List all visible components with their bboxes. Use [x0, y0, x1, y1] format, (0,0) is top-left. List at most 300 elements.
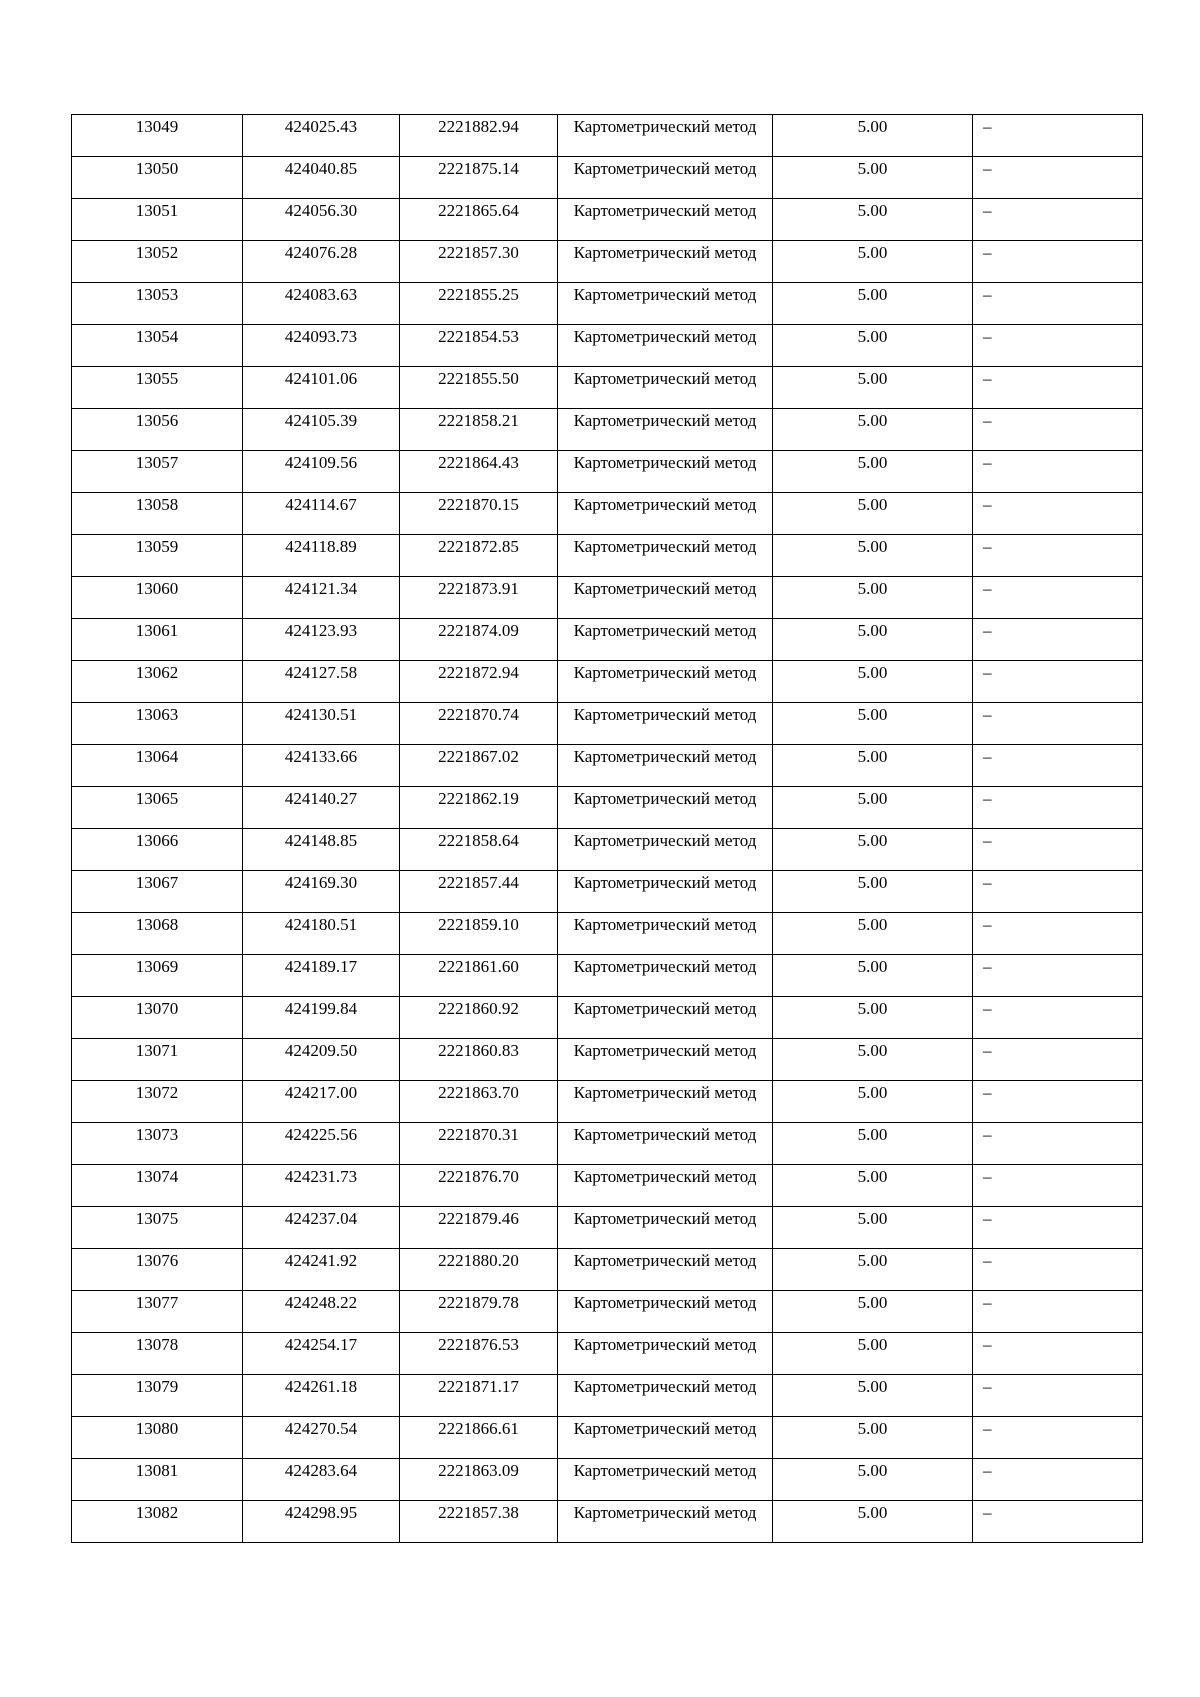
note-cell: [973, 787, 1143, 829]
point-number-cell: [72, 409, 243, 451]
note-cell-text: –: [983, 747, 992, 766]
accuracy-cell-text: 5.00: [857, 621, 888, 640]
y-coordinate-cell-text: 2221864.43: [438, 453, 519, 472]
y-coordinate-cell-text: 2221861.60: [438, 957, 519, 976]
x-coordinate-cell-text: 424127.58: [284, 663, 358, 682]
method-cell: [558, 325, 773, 367]
accuracy-cell: [773, 1291, 973, 1333]
point-number-cell-text: 13071: [135, 1041, 179, 1060]
y-coordinate-cell-text: 2221860.83: [438, 1041, 519, 1060]
method-cell: [558, 1291, 773, 1333]
note-cell-text: –: [983, 411, 992, 430]
x-coordinate-cell-text: 424248.22: [284, 1293, 358, 1312]
accuracy-cell-text: 5.00: [857, 117, 888, 136]
point-number-cell-text: 13073: [135, 1125, 179, 1144]
accuracy-cell-text: 5.00: [857, 495, 888, 514]
point-number-cell: [72, 1165, 243, 1207]
method-cell: [558, 619, 773, 661]
point-number-cell: [72, 829, 243, 871]
note-cell-text: –: [983, 1167, 992, 1186]
method-cell: [558, 1039, 773, 1081]
accuracy-cell: [773, 1249, 973, 1291]
x-coordinate-cell: [243, 871, 400, 913]
accuracy-cell: [773, 199, 973, 241]
point-number-cell-text: 13079: [135, 1377, 179, 1396]
table-row: [72, 1375, 1143, 1417]
y-coordinate-cell-text: 2221860.92: [438, 999, 519, 1018]
point-number-cell: [72, 703, 243, 745]
accuracy-cell-text: 5.00: [857, 831, 888, 850]
point-number-cell: [72, 787, 243, 829]
method-cell-text: Картометрический метод: [573, 201, 757, 220]
accuracy-cell: [773, 493, 973, 535]
note-cell: [973, 745, 1143, 787]
point-number-cell-text: 13062: [135, 663, 179, 682]
x-coordinate-cell-text: 424114.67: [285, 495, 357, 514]
note-cell-text: –: [983, 1293, 992, 1312]
note-cell: [973, 661, 1143, 703]
x-coordinate-cell: [243, 787, 400, 829]
x-coordinate-cell-text: 424101.06: [284, 369, 358, 388]
method-cell: [558, 535, 773, 577]
table-row: [72, 535, 1143, 577]
y-coordinate-cell: [400, 535, 558, 577]
note-cell: [973, 1081, 1143, 1123]
x-coordinate-cell-text: 424109.56: [284, 453, 358, 472]
accuracy-cell-text: 5.00: [857, 159, 888, 178]
point-number-cell-text: 13054: [135, 327, 179, 346]
accuracy-cell: [773, 367, 973, 409]
point-number-cell-text: 13081: [135, 1461, 179, 1480]
y-coordinate-cell: [400, 1459, 558, 1501]
x-coordinate-cell-text: 424130.51: [284, 705, 358, 724]
x-coordinate-cell-text: 424225.56: [284, 1125, 358, 1144]
x-coordinate-cell: [243, 1165, 400, 1207]
y-coordinate-cell-text: 2221858.21: [438, 411, 519, 430]
method-cell: [558, 913, 773, 955]
accuracy-cell: [773, 577, 973, 619]
method-cell-text: Картометрический метод: [573, 537, 757, 556]
y-coordinate-cell: [400, 787, 558, 829]
method-cell-text: Картометрический метод: [573, 117, 757, 136]
point-number-cell-text: 13052: [135, 243, 179, 262]
accuracy-cell-text: 5.00: [857, 369, 888, 388]
point-number-cell-text: 13076: [135, 1251, 179, 1270]
method-cell: [558, 955, 773, 997]
table-row: [72, 1081, 1143, 1123]
y-coordinate-cell-text: 2221871.17: [438, 1377, 519, 1396]
method-cell-text: Картометрический метод: [573, 1125, 757, 1144]
note-cell: [973, 199, 1143, 241]
point-number-cell: [72, 535, 243, 577]
x-coordinate-cell: [243, 241, 400, 283]
note-cell-text: –: [983, 285, 992, 304]
x-coordinate-cell: [243, 157, 400, 199]
table-row: [72, 1165, 1143, 1207]
note-cell: [973, 1165, 1143, 1207]
point-number-cell-text: 13068: [135, 915, 179, 934]
accuracy-cell-text: 5.00: [857, 537, 888, 556]
table-row: [72, 619, 1143, 661]
point-number-cell-text: 13063: [135, 705, 179, 724]
accuracy-cell: [773, 1501, 973, 1543]
note-cell: [973, 283, 1143, 325]
point-number-cell-text: 13057: [135, 453, 179, 472]
note-cell-text: –: [983, 117, 992, 136]
y-coordinate-cell-text: 2221858.64: [438, 831, 519, 850]
method-cell-text: Картометрический метод: [573, 285, 757, 304]
accuracy-cell: [773, 745, 973, 787]
method-cell: [558, 577, 773, 619]
y-coordinate-cell: [400, 199, 558, 241]
point-number-cell: [72, 1249, 243, 1291]
x-coordinate-cell-text: 424231.73: [284, 1167, 358, 1186]
y-coordinate-cell: [400, 577, 558, 619]
accuracy-cell: [773, 1417, 973, 1459]
method-cell-text: Картометрический метод: [573, 495, 757, 514]
method-cell-text: Картометрический метод: [573, 453, 757, 472]
note-cell-text: –: [983, 201, 992, 220]
y-coordinate-cell: [400, 955, 558, 997]
accuracy-cell: [773, 451, 973, 493]
method-cell-text: Картометрический метод: [573, 579, 757, 598]
accuracy-cell-text: 5.00: [857, 663, 888, 682]
note-cell-text: –: [983, 495, 992, 514]
point-number-cell: [72, 199, 243, 241]
x-coordinate-cell: [243, 1123, 400, 1165]
y-coordinate-cell-text: 2221863.70: [438, 1083, 519, 1102]
table-row: [72, 115, 1143, 157]
accuracy-cell-text: 5.00: [857, 1167, 888, 1186]
table-row: [72, 1333, 1143, 1375]
coordinates-table: [71, 114, 1143, 1543]
x-coordinate-cell: [243, 409, 400, 451]
point-number-cell-text: 13078: [135, 1335, 179, 1354]
y-coordinate-cell-text: 2221872.85: [438, 537, 519, 556]
accuracy-cell: [773, 241, 973, 283]
x-coordinate-cell-text: 424180.51: [284, 915, 358, 934]
table-row: [72, 1039, 1143, 1081]
y-coordinate-cell: [400, 283, 558, 325]
note-cell: [973, 1123, 1143, 1165]
x-coordinate-cell: [243, 1459, 400, 1501]
note-cell-text: –: [983, 1377, 992, 1396]
method-cell: [558, 199, 773, 241]
table-row: [72, 787, 1143, 829]
accuracy-cell-text: 5.00: [857, 999, 888, 1018]
accuracy-cell: [773, 325, 973, 367]
point-number-cell: [72, 115, 243, 157]
method-cell: [558, 703, 773, 745]
accuracy-cell: [773, 157, 973, 199]
point-number-cell-text: 13049: [135, 117, 179, 136]
accuracy-cell: [773, 535, 973, 577]
method-cell-text: Картометрический метод: [573, 705, 757, 724]
x-coordinate-cell: [243, 955, 400, 997]
method-cell-text: Картометрический метод: [573, 789, 757, 808]
note-cell-text: –: [983, 1125, 992, 1144]
method-cell-text: Картометрический метод: [573, 1209, 757, 1228]
method-cell: [558, 829, 773, 871]
note-cell-text: –: [983, 1419, 992, 1438]
accuracy-cell: [773, 871, 973, 913]
note-cell-text: –: [983, 1335, 992, 1354]
point-number-cell-text: 13059: [135, 537, 179, 556]
x-coordinate-cell-text: 424093.73: [284, 327, 358, 346]
note-cell-text: –: [983, 1461, 992, 1480]
method-cell: [558, 1459, 773, 1501]
table-row: [72, 451, 1143, 493]
note-cell-text: –: [983, 1503, 992, 1522]
accuracy-cell-text: 5.00: [857, 1083, 888, 1102]
accuracy-cell-text: 5.00: [857, 1503, 888, 1522]
point-number-cell: [72, 1123, 243, 1165]
accuracy-cell: [773, 1123, 973, 1165]
accuracy-cell: [773, 1165, 973, 1207]
y-coordinate-cell-text: 2221854.53: [438, 327, 519, 346]
note-cell: [973, 367, 1143, 409]
y-coordinate-cell-text: 2221873.91: [438, 579, 519, 598]
note-cell-text: –: [983, 1041, 992, 1060]
method-cell-text: Картометрический метод: [573, 663, 757, 682]
note-cell-text: –: [983, 999, 992, 1018]
accuracy-cell-text: 5.00: [857, 1251, 888, 1270]
method-cell-text: Картометрический метод: [573, 327, 757, 346]
note-cell: [973, 451, 1143, 493]
table-row: [72, 199, 1143, 241]
accuracy-cell: [773, 409, 973, 451]
x-coordinate-cell: [243, 703, 400, 745]
method-cell-text: Картометрический метод: [573, 1041, 757, 1060]
x-coordinate-cell-text: 424083.63: [284, 285, 358, 304]
x-coordinate-cell: [243, 199, 400, 241]
y-coordinate-cell: [400, 241, 558, 283]
method-cell: [558, 493, 773, 535]
note-cell: [973, 1333, 1143, 1375]
note-cell-text: –: [983, 1083, 992, 1102]
point-number-cell: [72, 871, 243, 913]
x-coordinate-cell-text: 424076.28: [284, 243, 358, 262]
note-cell-text: –: [983, 705, 992, 724]
point-number-cell: [72, 661, 243, 703]
point-number-cell-text: 13066: [135, 831, 179, 850]
table-row: [72, 1459, 1143, 1501]
y-coordinate-cell: [400, 451, 558, 493]
y-coordinate-cell-text: 2221876.70: [438, 1167, 519, 1186]
point-number-cell: [72, 283, 243, 325]
y-coordinate-cell: [400, 997, 558, 1039]
note-cell-text: –: [983, 873, 992, 892]
note-cell: [973, 1459, 1143, 1501]
note-cell: [973, 829, 1143, 871]
x-coordinate-cell: [243, 1333, 400, 1375]
x-coordinate-cell: [243, 493, 400, 535]
point-number-cell-text: 13061: [135, 621, 179, 640]
method-cell-text: Картометрический метод: [573, 1461, 757, 1480]
note-cell-text: –: [983, 915, 992, 934]
y-coordinate-cell-text: 2221870.15: [438, 495, 519, 514]
table-row: [72, 829, 1143, 871]
point-number-cell: [72, 1333, 243, 1375]
x-coordinate-cell: [243, 1081, 400, 1123]
table-row: [72, 325, 1143, 367]
method-cell: [558, 367, 773, 409]
point-number-cell: [72, 997, 243, 1039]
point-number-cell: [72, 619, 243, 661]
y-coordinate-cell-text: 2221872.94: [438, 663, 519, 682]
accuracy-cell: [773, 703, 973, 745]
point-number-cell-text: 13080: [135, 1419, 179, 1438]
x-coordinate-cell: [243, 1417, 400, 1459]
note-cell: [973, 913, 1143, 955]
x-coordinate-cell-text: 424025.43: [284, 117, 358, 136]
y-coordinate-cell-text: 2221863.09: [438, 1461, 519, 1480]
x-coordinate-cell-text: 424298.95: [284, 1503, 358, 1522]
y-coordinate-cell: [400, 1501, 558, 1543]
note-cell: [973, 409, 1143, 451]
y-coordinate-cell-text: 2221882.94: [438, 117, 519, 136]
x-coordinate-cell-text: 424148.85: [284, 831, 358, 850]
table-row: [72, 1123, 1143, 1165]
table-row: [72, 1291, 1143, 1333]
y-coordinate-cell: [400, 115, 558, 157]
accuracy-cell-text: 5.00: [857, 1419, 888, 1438]
method-cell-text: Картометрический метод: [573, 369, 757, 388]
note-cell-text: –: [983, 369, 992, 388]
x-coordinate-cell: [243, 535, 400, 577]
accuracy-cell: [773, 661, 973, 703]
note-cell: [973, 619, 1143, 661]
x-coordinate-cell: [243, 661, 400, 703]
method-cell: [558, 1081, 773, 1123]
accuracy-cell-text: 5.00: [857, 411, 888, 430]
y-coordinate-cell-text: 2221855.25: [438, 285, 519, 304]
method-cell: [558, 997, 773, 1039]
y-coordinate-cell-text: 2221859.10: [438, 915, 519, 934]
point-number-cell: [72, 745, 243, 787]
method-cell: [558, 157, 773, 199]
point-number-cell-text: 13050: [135, 159, 179, 178]
table-row: [72, 871, 1143, 913]
y-coordinate-cell: [400, 871, 558, 913]
note-cell: [973, 955, 1143, 997]
method-cell: [558, 1207, 773, 1249]
point-number-cell-text: 13082: [135, 1503, 179, 1522]
x-coordinate-cell: [243, 451, 400, 493]
y-coordinate-cell: [400, 661, 558, 703]
note-cell: [973, 1249, 1143, 1291]
note-cell: [973, 1375, 1143, 1417]
accuracy-cell-text: 5.00: [857, 873, 888, 892]
x-coordinate-cell: [243, 283, 400, 325]
accuracy-cell-text: 5.00: [857, 957, 888, 976]
method-cell-text: Картометрический метод: [573, 831, 757, 850]
accuracy-cell-text: 5.00: [857, 1209, 888, 1228]
y-coordinate-cell: [400, 1039, 558, 1081]
point-number-cell-text: 13051: [135, 201, 179, 220]
point-number-cell: [72, 367, 243, 409]
accuracy-cell-text: 5.00: [857, 789, 888, 808]
note-cell: [973, 1039, 1143, 1081]
x-coordinate-cell: [243, 1249, 400, 1291]
point-number-cell-text: 13069: [135, 957, 179, 976]
x-coordinate-cell: [243, 829, 400, 871]
y-coordinate-cell-text: 2221874.09: [438, 621, 519, 640]
table-row: [72, 241, 1143, 283]
method-cell: [558, 409, 773, 451]
note-cell-text: –: [983, 579, 992, 598]
y-coordinate-cell-text: 2221855.50: [438, 369, 519, 388]
note-cell-text: –: [983, 957, 992, 976]
x-coordinate-cell-text: 424254.17: [284, 1335, 358, 1354]
method-cell: [558, 871, 773, 913]
y-coordinate-cell-text: 2221870.74: [438, 705, 519, 724]
note-cell-text: –: [983, 537, 992, 556]
method-cell-text: Картометрический метод: [573, 1083, 757, 1102]
point-number-cell-text: 13067: [135, 873, 179, 892]
y-coordinate-cell-text: 2221880.20: [438, 1251, 519, 1270]
method-cell-text: Картометрический метод: [573, 747, 757, 766]
y-coordinate-cell-text: 2221865.64: [438, 201, 519, 220]
accuracy-cell: [773, 1459, 973, 1501]
y-coordinate-cell: [400, 745, 558, 787]
point-number-cell: [72, 1039, 243, 1081]
document-page: [71, 114, 1142, 1543]
y-coordinate-cell: [400, 703, 558, 745]
method-cell: [558, 1501, 773, 1543]
point-number-cell: [72, 1207, 243, 1249]
y-coordinate-cell: [400, 1165, 558, 1207]
y-coordinate-cell: [400, 1207, 558, 1249]
accuracy-cell: [773, 787, 973, 829]
y-coordinate-cell: [400, 493, 558, 535]
x-coordinate-cell: [243, 1039, 400, 1081]
y-coordinate-cell: [400, 1249, 558, 1291]
note-cell: [973, 115, 1143, 157]
accuracy-cell: [773, 1081, 973, 1123]
accuracy-cell: [773, 1207, 973, 1249]
note-cell: [973, 1501, 1143, 1543]
note-cell: [973, 535, 1143, 577]
note-cell: [973, 1291, 1143, 1333]
method-cell: [558, 787, 773, 829]
table-row: [72, 1501, 1143, 1543]
method-cell: [558, 1249, 773, 1291]
y-coordinate-cell-text: 2221857.38: [438, 1503, 519, 1522]
accuracy-cell: [773, 115, 973, 157]
x-coordinate-cell-text: 424123.93: [284, 621, 358, 640]
x-coordinate-cell-text: 424140.27: [284, 789, 358, 808]
method-cell-text: Картометрический метод: [573, 957, 757, 976]
point-number-cell-text: 13056: [135, 411, 179, 430]
x-coordinate-cell: [243, 1207, 400, 1249]
table-row: [72, 955, 1143, 997]
x-coordinate-cell-text: 424189.17: [284, 957, 358, 976]
method-cell-text: Картометрический метод: [573, 243, 757, 262]
method-cell: [558, 115, 773, 157]
y-coordinate-cell-text: 2221862.19: [438, 789, 519, 808]
table-row: [72, 493, 1143, 535]
x-coordinate-cell: [243, 325, 400, 367]
note-cell: [973, 577, 1143, 619]
table-row: [72, 1207, 1143, 1249]
accuracy-cell-text: 5.00: [857, 1377, 888, 1396]
coordinates-table-body: [72, 115, 1143, 1543]
point-number-cell: [72, 241, 243, 283]
accuracy-cell: [773, 955, 973, 997]
x-coordinate-cell: [243, 115, 400, 157]
y-coordinate-cell-text: 2221875.14: [438, 159, 519, 178]
